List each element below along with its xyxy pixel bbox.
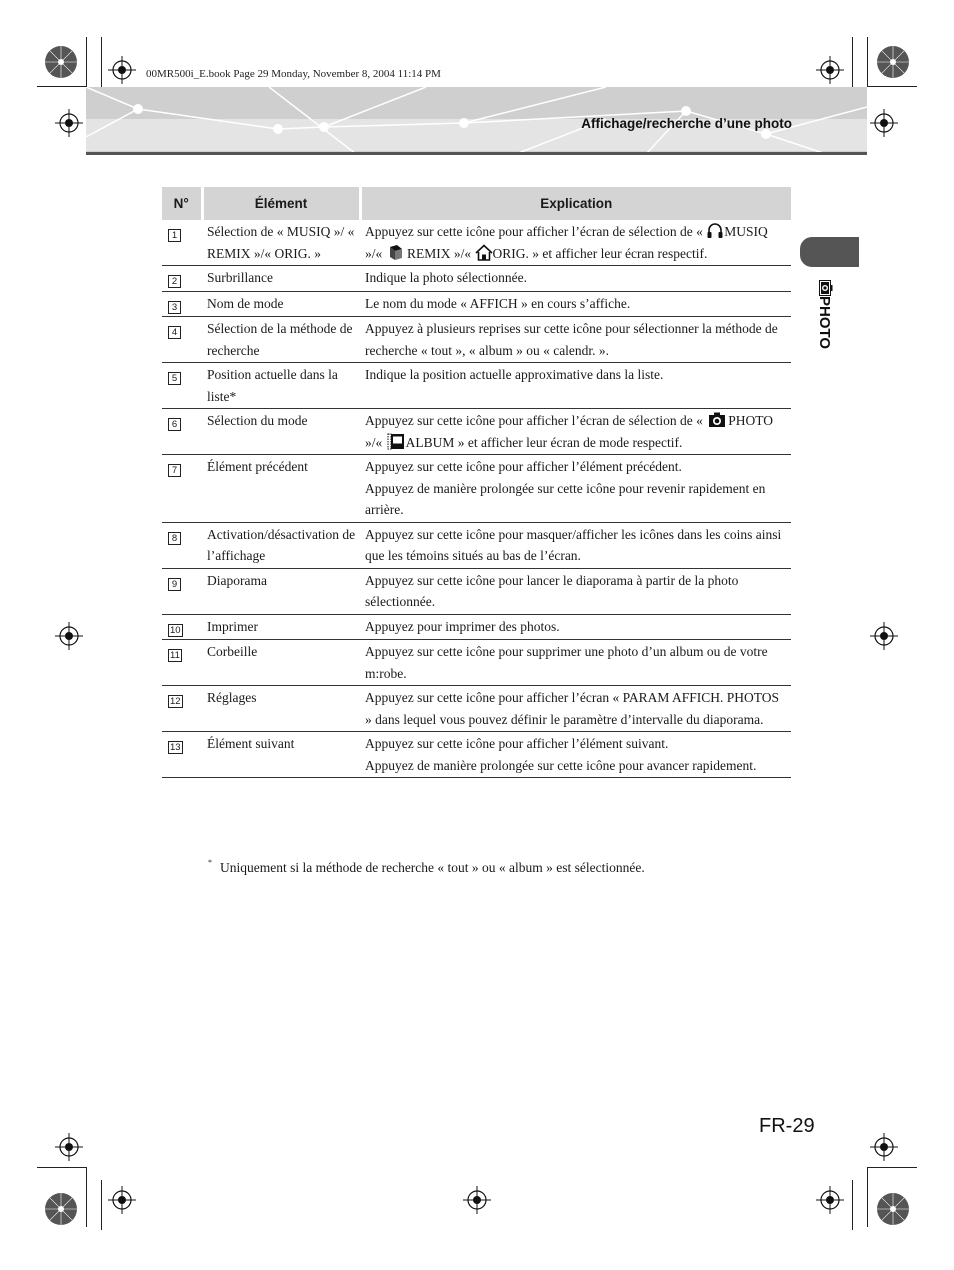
headphones-icon: [706, 222, 724, 239]
item-explanation: Le nom du mode « AFFICH » en cours s’affiche.: [360, 291, 791, 317]
item-element: Sélection de la méthode de recherche: [202, 317, 360, 363]
table-row: [162, 266, 791, 292]
table-row: [162, 686, 791, 732]
item-number: 4: [168, 326, 181, 339]
item-explanation: Indique la position actuelle approximative dans la liste.: [360, 363, 791, 409]
table-row: [162, 220, 791, 266]
footnote-text: Uniquement si la méthode de recherche « tout » ou « album » est sélectionnée.: [220, 860, 645, 875]
chapter-tab: [800, 237, 859, 267]
crosshair-icon: [870, 622, 898, 650]
item-explanation: Appuyez sur cette icône pour afficher l’écran de sélection de « MUSIQ »/« REMIX »/« ORIG. » et afficher leur écran respectif.: [360, 220, 791, 266]
item-element: Élément précédent: [202, 455, 360, 523]
crosshair-icon: [816, 56, 844, 84]
item-explanation: Appuyez pour imprimer des photos.: [360, 614, 791, 640]
page-number: FR-29: [759, 1115, 815, 1137]
crosshair-icon: [55, 109, 83, 137]
crosshair-icon: [816, 1186, 844, 1214]
item-explanation: Appuyez à plusieurs reprises sur cette icône pour sélectionner la méthode de recherche « tout », « album » ou « calendr. ».: [360, 317, 791, 363]
item-number: 5: [168, 372, 181, 385]
home-icon: [475, 244, 493, 261]
item-explanation: Appuyez sur cette icône pour afficher l’écran « PARAM AFFICH. PHOTOS » dans lequel vous pouvez définir le paramètre d’intervalle du diaporama.: [360, 686, 791, 732]
item-explanation: Indique la photo sélectionnée.: [360, 266, 791, 292]
table-row: [162, 455, 791, 523]
registration-star-icon: [876, 1192, 910, 1226]
crosshair-icon: [463, 1186, 491, 1214]
item-element: Surbrillance: [202, 266, 360, 292]
item-explanation: Appuyez sur cette icône pour afficher l’élément précédent. Appuyez de manière prolongée sur cette icône pour revenir rapidement en arrière.: [360, 455, 791, 523]
item-element: Réglages: [202, 686, 360, 732]
item-number: 1: [168, 229, 181, 242]
item-explanation: Appuyez sur cette icône pour afficher l’élément suivant. Appuyez de manière prolongée sur cette icône pour avancer rapidement.: [360, 732, 791, 778]
item-number: 10: [170, 624, 181, 636]
item-number: 3: [168, 301, 181, 314]
crosshair-icon: [870, 1133, 898, 1161]
header-num: N°: [162, 187, 202, 220]
table-row: [162, 614, 791, 640]
table-row: [162, 317, 791, 363]
crosshair-icon: [108, 56, 136, 84]
table-row: [162, 363, 791, 409]
crosshair-icon: [870, 109, 898, 137]
registration-star-icon: [44, 1192, 78, 1226]
table-header-row: [162, 187, 791, 220]
album-icon: [386, 433, 406, 450]
item-element: Imprimer: [202, 614, 360, 640]
item-explanation: Appuyez sur cette icône pour lancer le diaporama à partir de la photo sélectionnée.: [360, 568, 791, 614]
footnote: [208, 858, 645, 876]
item-element: Sélection du mode: [202, 409, 360, 455]
item-explanation: Appuyez sur cette icône pour afficher l’écran de sélection de « PHOTO »/« ALBUM » et afficher leur écran de mode respectif.: [360, 409, 791, 455]
item-table: [162, 187, 791, 778]
item-explanation: Appuyez sur cette icône pour supprimer une photo d’un album ou de votre m:robe.: [360, 640, 791, 686]
item-number: 6: [168, 418, 181, 431]
item-number: 12: [170, 696, 181, 707]
chapter-label-text: PHOTO: [816, 296, 833, 350]
item-number: 9: [168, 578, 181, 591]
table-row: [162, 291, 791, 317]
crosshair-icon: [55, 622, 83, 650]
item-number: 13: [170, 742, 181, 753]
item-element: Élément suivant: [202, 732, 360, 778]
registration-star-icon: [876, 45, 910, 79]
crosshair-icon: [55, 1133, 83, 1161]
item-number: 7: [168, 464, 181, 477]
item-number: 11: [170, 650, 180, 661]
registration-star-icon: [44, 45, 78, 79]
table-row: [162, 522, 791, 568]
item-element: Position actuelle dans la liste*: [202, 363, 360, 409]
item-number: 2: [168, 275, 181, 288]
table-row: [162, 409, 791, 455]
item-element: Corbeille: [202, 640, 360, 686]
item-element: Sélection de « MUSIQ »/ « REMIX »/« ORIG. »: [202, 220, 360, 266]
chapter-label: [811, 280, 833, 370]
item-number: 8: [168, 532, 181, 545]
header-element: Élément: [202, 187, 360, 220]
item-explanation: Appuyez sur cette icône pour masquer/afficher les icônes dans les coins ainsi que les témoins situés au bas de l’écran.: [360, 522, 791, 568]
header-rule: [86, 152, 867, 155]
item-element: Activation/désactivation de l’affichage: [202, 522, 360, 568]
footnote-mark: *: [208, 858, 212, 867]
table-row: [162, 568, 791, 614]
table-row: [162, 640, 791, 686]
item-element: Nom de mode: [202, 291, 360, 317]
table-row: [162, 732, 791, 778]
header-explanation: Explication: [360, 187, 791, 220]
section-title: Affichage/recherche d’une photo: [581, 116, 792, 131]
file-info: 00MR500i_E.book Page 29 Monday, November 8, 2004 11:14 PM: [146, 68, 441, 80]
item-element: Diaporama: [202, 568, 360, 614]
camera-icon: [819, 280, 833, 296]
crosshair-icon: [108, 1186, 136, 1214]
camera-icon: [706, 411, 728, 428]
remix-icon: [386, 244, 404, 261]
